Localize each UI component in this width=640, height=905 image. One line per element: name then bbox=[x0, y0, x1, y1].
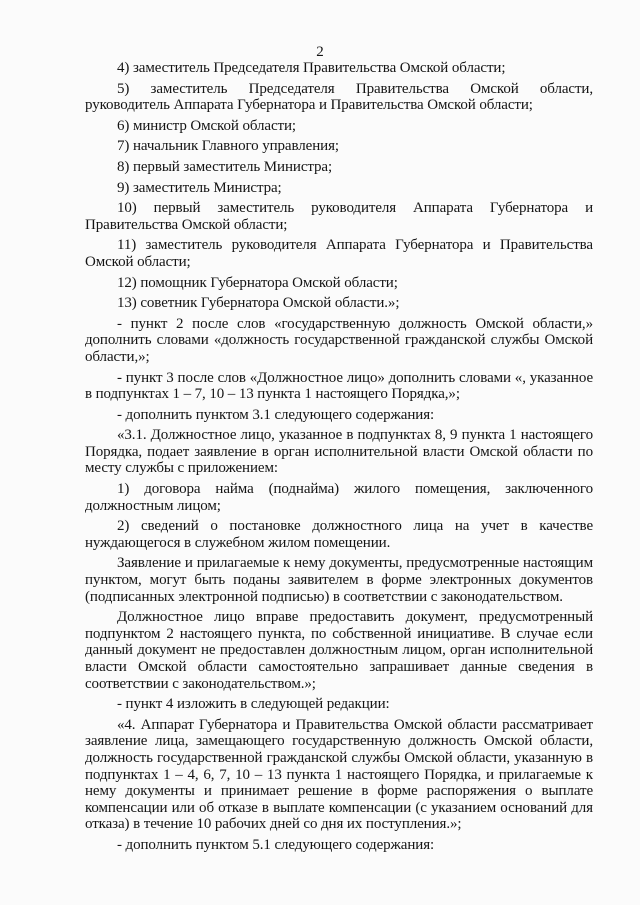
amendment-point-4: - пункт 4 изложить в следующей редакции: bbox=[117, 696, 390, 713]
amendment-point-2: - пункт 2 после слов «государственную должность Омской области,» дополнить словами «должность государственной гражданской службы Омской области,»; bbox=[85, 315, 593, 365]
point-4-text: «4. Аппарат Губернатора и Правительства Омской области рассматривает заявление лица, замещающего государственную должность Омской области, должность государственной гражданской службы Омской области, указанную в подпунктах 1 – 4, 6, 7, 10 – 13 пункта 1 настоящего Порядка, и прилагаемые к нему документы и принимает решение в форме распоряжения о выплате компенсации или об отказе в выплате компенсации (с указанием оснований для отказа) в течение 10 рабочих дней со дня их поступления.»; bbox=[85, 716, 593, 833]
paragraph-item-8: 8) первый заместитель Министра; bbox=[117, 158, 333, 175]
paragraph-item-4: 4) заместитель Председателя Правительства Омской области; bbox=[117, 60, 506, 76]
amendment-add-5-1: - дополнить пунктом 5.1 следующего содержания: bbox=[117, 836, 435, 853]
paragraph-item-12: 12) помощник Губернатора Омской области; bbox=[117, 274, 398, 291]
point-3-1-text: «3.1. Должностное лицо, указанное в подпунктах 8, 9 пункта 1 настоящего Порядка, подает заявление в орган исполнительной власти Омской области по месту службы с приложением: bbox=[85, 427, 593, 477]
paragraph-item-13: 13) советник Губернатора Омской области.»; bbox=[117, 295, 400, 312]
amendment-point-3: - пункт 3 после слов «Должностное лицо» дополнить словами «, указанное в подпунктах 1 – 7, 10 – 13 пункта 1 настоящего Порядка,»; bbox=[85, 369, 593, 403]
paragraph-item-6: 6) министр Омской области; bbox=[117, 117, 296, 134]
paragraph-item-9: 9) заместитель Министра; bbox=[117, 179, 282, 196]
point-3-1-initiative: Должностное лицо вправе предоставить документ, предусмотренный подпунктом 2 настоящего пункта, по собственной инициативе. В случае если данный документ не предоставлен должностным лицом, орган исполнительной власти Омской области самостоятельно запрашивает данные сведения в соответствии с законодательством.»; bbox=[85, 609, 593, 692]
paragraph-item-7: 7) начальник Главного управления; bbox=[117, 138, 339, 155]
page-number: 2 bbox=[316, 44, 324, 60]
paragraph-item-5: 5) заместитель Председателя Правительства Омской области, руководитель Аппарата Губернатора и Правительства Омской области; bbox=[85, 80, 593, 114]
document-body bbox=[85, 60, 593, 858]
point-3-1-subitem-1: 1) договора найма (поднайма) жилого помещения, заключенного должностным лицом; bbox=[85, 481, 593, 514]
paragraph-item-10: 10) первый заместитель руководителя Аппарата Губернатора и Правительства Омской области; bbox=[85, 200, 593, 233]
amendment-add-3-1: - дополнить пунктом 3.1 следующего содержания: bbox=[117, 406, 435, 423]
point-3-1-electronic: Заявление и прилагаемые к нему документы, предусмотренные настоящим пунктом, могут быть поданы заявителем в форме электронных документов (подписанных электронной подписью) в соответствии с законодательством. bbox=[85, 555, 593, 605]
point-3-1-subitem-2: 2) сведений о постановке должностного лица на учет в качестве нуждающегося в служебном жилом помещении. bbox=[85, 518, 593, 551]
paragraph-item-11: 11) заместитель руководителя Аппарата Губернатора и Правительства Омской области; bbox=[85, 237, 593, 270]
